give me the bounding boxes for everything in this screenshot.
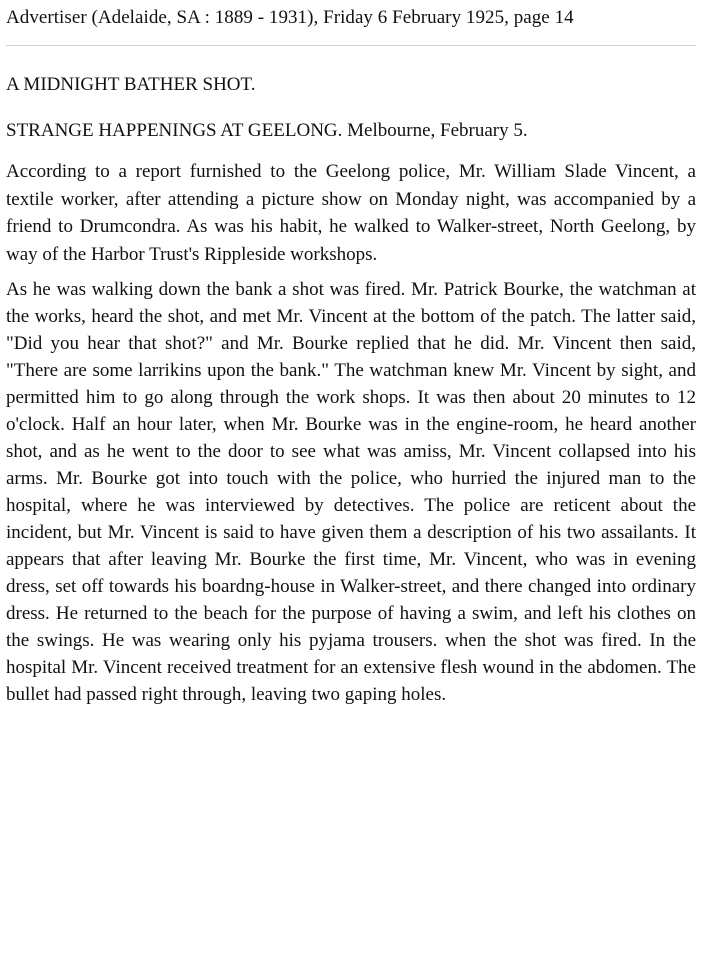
article-headline: A MIDNIGHT BATHER SHOT. bbox=[6, 74, 256, 95]
source-citation: Advertiser (Adelaide, SA : 1889 - 1931), Friday 6 February 1925, page 14 bbox=[6, 7, 574, 28]
article-subheadline: STRANGE HAPPENINGS AT GEELONG. Melbourne, February 5. bbox=[6, 120, 528, 141]
article-paragraph-2: As he was walking down the bank a shot was fired. Mr. Patrick Bourke, the watchman at the works, heard the shot, and met Mr. Vincent at the bottom of the patch. The latter said, "Did you hear that shot?" and Mr. Bourke replied that he did. Mr. Vincent then said, "There are some larrikins upon the bank." The watchman knew Mr. Vincent by sight, and permitted him to go along through the work shops. It was then about 20 minutes to 12 o'clock. Half an hour later, when Mr. Bourke was in the engine-room, he heard another shot, and as he went to the door to see what was amiss, Mr. Vincent collapsed into his arms. Mr. Bourke got into touch with the police, who hurried the injured man to the hospital, where he was interviewed by detectives. The police are reticent about the incident, but Mr. Vincent is said to have given them a description of his two assailants. It appears that after leaving Mr. Bourke the first time, Mr. Vincent, who was in evening dress, set off towards his boardng-house in Walker-street, and there changed into ordinary dress. He returned to the beach for the purpose of having a swim, and left his clothes on the swings. He was wearing only his pyjama trousers. when the shot was fired. In the hospital Mr. Vincent received treatment for an extensive flesh wound in the abdomen. The bullet had passed right through, leaving two gaping holes. bbox=[6, 279, 696, 705]
article-paragraph-1: According to a report furnished to the Geelong police, Mr. William Slade Vincent, a textile worker, after attending a picture show on Monday night, was accompanied by a friend to Drumcondra. As was his habit, he walked to Walker-street, North Geelong, by way of the Harbor Trust's Rippleside workshops. bbox=[6, 161, 696, 265]
header-divider bbox=[6, 45, 696, 46]
